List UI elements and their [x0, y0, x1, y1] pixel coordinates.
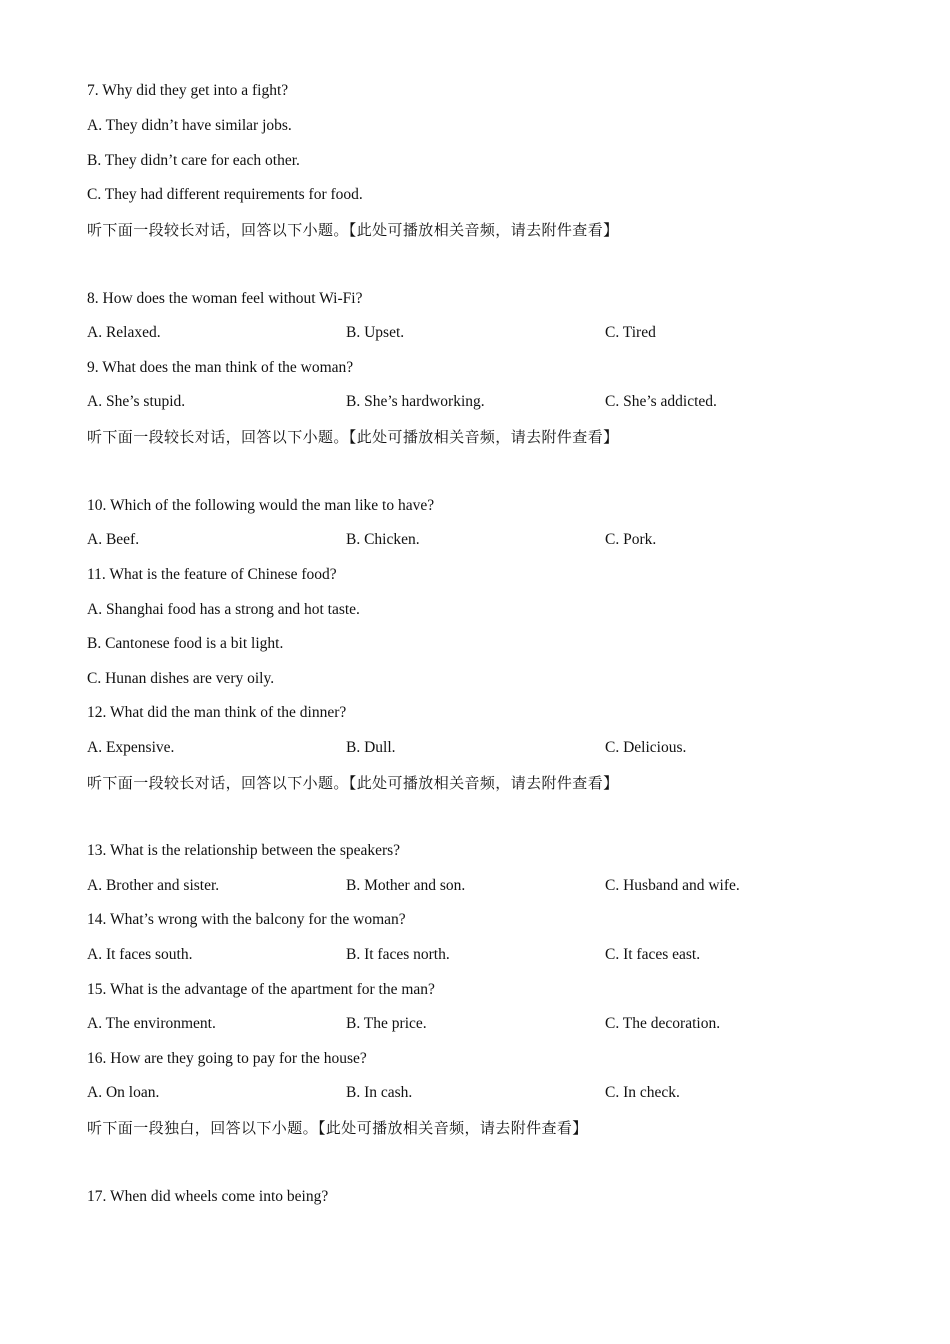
question-15: 15. What is the advantage of the apartment for the man?	[87, 981, 435, 998]
question-8: 8. How does the woman feel without Wi-Fi?	[87, 290, 363, 307]
q9-option-b: B. She’s hardworking.	[346, 393, 485, 410]
question-9: 9. What does the man think of the woman?	[87, 359, 354, 376]
q15-option-c: C. The decoration.	[605, 1015, 721, 1032]
q10-option-a: A. Beef.	[87, 531, 140, 548]
question-16: 16. How are they going to pay for the house?	[87, 1050, 367, 1067]
q10-option-c: C. Pork.	[605, 531, 657, 548]
instruction-dialogue-1: 听下面一段较长对话，回答以下小题。【此处可播放相关音频，请去附件查看】	[87, 221, 619, 239]
q13-option-b: B. Mother and son.	[346, 877, 466, 894]
question-14: 14. What’s wrong with the balcony for the woman?	[87, 911, 406, 928]
question-17: 17. When did wheels come into being?	[87, 1188, 329, 1205]
q8-option-a: A. Relaxed.	[87, 324, 161, 341]
q15-option-b: B. The price.	[346, 1015, 427, 1032]
question-10: 10. Which of the following would the man like to have?	[87, 497, 435, 514]
q10-option-b: B. Chicken.	[346, 531, 420, 548]
q16-option-a: A. On loan.	[87, 1084, 160, 1101]
q13-option-c: C. Husband and wife.	[605, 877, 740, 894]
q8-option-c: C. Tired	[605, 324, 656, 341]
q12-option-a: A. Expensive.	[87, 739, 175, 756]
question-12: 12. What did the man think of the dinner?	[87, 704, 347, 721]
q9-option-a: A. She’s stupid.	[87, 393, 186, 410]
q11-option-c: C. Hunan dishes are very oily.	[87, 670, 275, 687]
q7-option-a: A. They didn’t have similar jobs.	[87, 117, 292, 134]
q9-option-c: C. She’s addicted.	[605, 393, 717, 410]
question-7: 7. Why did they get into a fight?	[87, 82, 289, 99]
q7-option-b: B. They didn’t care for each other.	[87, 152, 300, 169]
instruction-monologue: 听下面一段独白，回答以下小题。【此处可播放相关音频，请去附件查看】	[87, 1119, 588, 1137]
q16-option-b: B. In cash.	[346, 1084, 413, 1101]
q12-option-c: C. Delicious.	[605, 739, 687, 756]
q14-option-b: B. It faces north.	[346, 946, 450, 963]
instruction-dialogue-3: 听下面一段较长对话，回答以下小题。【此处可播放相关音频，请去附件查看】	[87, 774, 619, 792]
q13-option-a: A. Brother and sister.	[87, 877, 220, 894]
q15-option-a: A. The environment.	[87, 1015, 216, 1032]
q14-option-a: A. It faces south.	[87, 946, 193, 963]
instruction-dialogue-2: 听下面一段较长对话，回答以下小题。【此处可播放相关音频，请去附件查看】	[87, 428, 619, 446]
q14-option-c: C. It faces east.	[605, 946, 701, 963]
q11-option-b: B. Cantonese food is a bit light.	[87, 635, 284, 652]
question-11: 11. What is the feature of Chinese food?	[87, 566, 337, 583]
q8-option-b: B. Upset.	[346, 324, 405, 341]
q11-option-a: A. Shanghai food has a strong and hot taste.	[87, 601, 360, 618]
q16-option-c: C. In check.	[605, 1084, 680, 1101]
q7-option-c: C. They had different requirements for food.	[87, 186, 363, 203]
question-13: 13. What is the relationship between the speakers?	[87, 842, 401, 859]
q12-option-b: B. Dull.	[346, 739, 396, 756]
